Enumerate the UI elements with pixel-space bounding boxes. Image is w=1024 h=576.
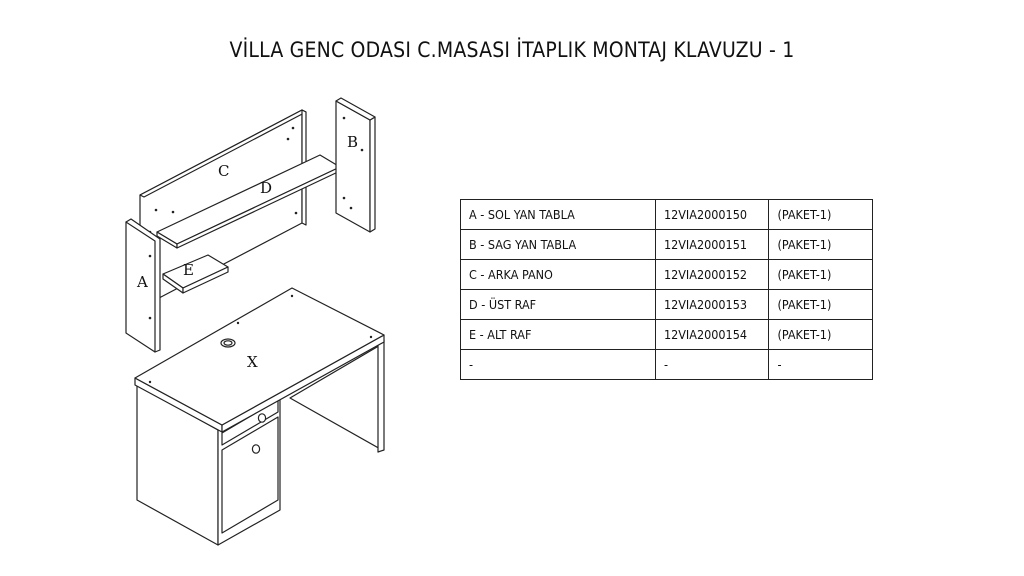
package-cell: (PAKET-1) [769, 200, 873, 230]
part-name-cell: - [461, 350, 656, 380]
label-a: A [137, 273, 148, 291]
label-b: B [347, 133, 359, 151]
table-row [461, 230, 873, 260]
package-cell: - [769, 350, 873, 380]
right-side-panel-b [336, 98, 375, 232]
table-row [461, 350, 873, 380]
table-row [461, 260, 873, 290]
table-row [461, 320, 873, 350]
desk-x [135, 288, 384, 545]
part-name-cell: E - ALT RAF [461, 320, 656, 350]
part-name-cell: A - SOL YAN TABLA [461, 200, 656, 230]
part-code-cell: 12VIA2000154 [655, 320, 769, 350]
part-name-cell: C - ARKA PANO [461, 260, 656, 290]
part-code-cell: - [655, 350, 769, 380]
label-e: E [183, 261, 194, 279]
part-code-cell: 12VIA2000151 [655, 230, 769, 260]
table-row [461, 200, 873, 230]
part-code-cell: 12VIA2000152 [655, 260, 769, 290]
label-x: X [247, 353, 258, 371]
part-code-cell: 12VIA2000153 [655, 290, 769, 320]
parts-table [460, 199, 873, 380]
part-code-cell: 12VIA2000150 [655, 200, 769, 230]
part-name-cell: B - SAG YAN TABLA [461, 230, 656, 260]
label-d: D [260, 179, 273, 197]
package-cell: (PAKET-1) [769, 260, 873, 290]
part-name-cell: D - ÜST RAF [461, 290, 656, 320]
package-cell: (PAKET-1) [769, 290, 873, 320]
label-c: C [218, 162, 230, 180]
page-title: VİLLA GENC ODASI C.MASASI İTAPLIK MONTAJ KLAVUZU - 1 [229, 38, 795, 62]
package-cell: (PAKET-1) [769, 320, 873, 350]
parts-table-body [461, 200, 873, 380]
package-cell: (PAKET-1) [769, 230, 873, 260]
table-row [461, 290, 873, 320]
